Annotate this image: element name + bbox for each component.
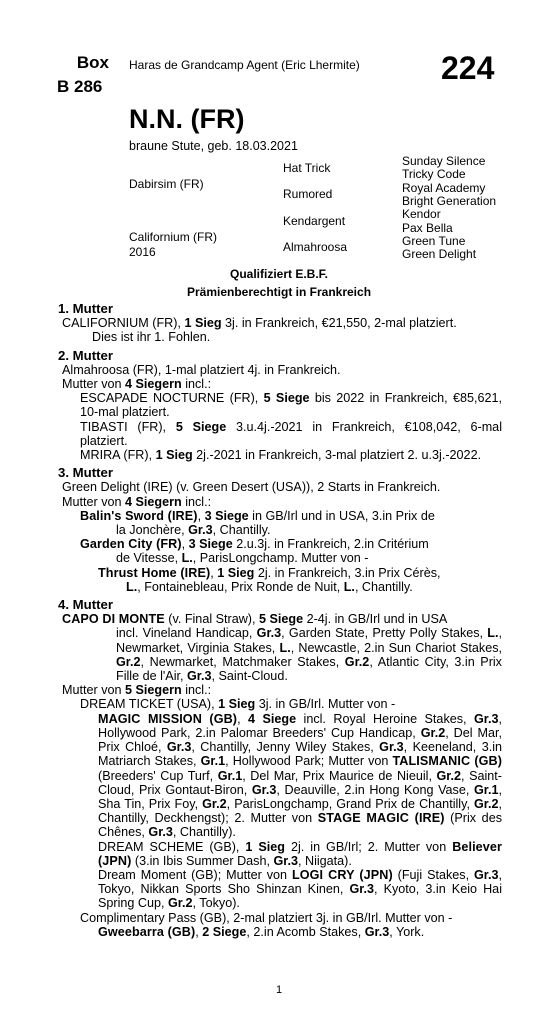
dam-entry: Almahroosa (FR), 1-mal platziert 4j. in Frankreich. <box>62 362 341 377</box>
progeny-entry: MRIRA (FR), 1 Sieg 2j.-2021 in Frankreich, 3-mal platziert 2. u.3j.-2022. <box>80 448 482 463</box>
pedigree-ds: Kendargent <box>283 214 346 228</box>
qualification-premium: Prämienberechtigt in Frankreich <box>186 285 372 299</box>
pedigree-dds: Green Tune <box>402 234 466 248</box>
qualification-ebf: Qualifiziert E.B.F. <box>229 267 328 281</box>
horse-name: N.N. (FR) <box>129 104 245 134</box>
lot-number: 224 <box>441 50 495 86</box>
progeny-entry: MAGIC MISSION (GB), 4 Siege incl. Royal Heroine Stakes, Gr.3, Hollywood Park, 2.in Palomar Breeders' Cup Handicap, Gr.2, Del Mar, Prix Chloé, Gr.3, Chantilly, Jenny Wiley Stakes, Gr.3, Keeneland, 3.in Matriarch Stakes, Gr.1, Hollywood Park; Mutter von TALISMANIC (GB) (Breeders' Cup Turf, Gr.1, Del Mar, Prix Maurice de Nieuil, Gr.2, Saint-Cloud, Prix Gontaut-Biron, Gr.3, Deauville, 2.in Hong Kong Vase, Gr.1, Sha Tin, Prix Foy, Gr.2, ParisLongchamp, Grand Prix de Chantilly, Gr.2, Chantilly, Deckhengst); 2. Mutter von STAGE MAGIC (IRE) (Prix des Chênes, Gr.3, Chantilly). <box>98 711 503 840</box>
section-heading: 3. Mutter <box>58 465 113 481</box>
progeny-entry: Gweebarra (GB), 2 Siege, 2.in Acomb Stakes, Gr.3, York. <box>98 924 425 939</box>
progeny-entry: DREAM SCHEME (GB), 1 Sieg 2j. in GB/Irl; 2. Mutter von Believer (JPN) (3.in Ibis Summer Dash, Gr.3, Niigata). <box>98 839 502 868</box>
pedigree-ssd: Tricky Code <box>402 167 466 181</box>
dam-entry: CALIFORNIUM (FR), 1 Sieg 3j. in Frankreich, €21,550, 2-mal platziert. Dies ist ihr 1. Fohlen. <box>62 316 457 345</box>
progeny-entry: DREAM TICKET (USA), 1 Sieg 3j. in GB/Irl. Mutter von - <box>80 697 396 712</box>
pedigree-sds: Royal Academy <box>402 181 486 195</box>
progeny-entry: ESCAPADE NOCTURNE (FR), 5 Siege bis 2022 in Frankreich, €85,621, 10-mal platziert. <box>80 391 503 420</box>
horse-description: braune Stute, geb. 18.03.2021 <box>129 139 298 153</box>
progeny-entry: Dream Moment (GB); Mutter von LOGI CRY (JPN) (Fuji Stakes, Gr.3, Tokyo, Nikkan Sports Sho Shinzan Kinen, Gr.3, Kyoto, 3.in Keio Hai Spring Cup, Gr.2, Tokyo). <box>98 867 503 911</box>
dam-entry: Mutter von 4 Siegern incl.: <box>62 494 212 509</box>
pedigree-ss: Hat Trick <box>283 161 331 175</box>
pedigree-dsd: Pax Bella <box>402 221 453 235</box>
dam-entry: Mutter von 4 Siegern incl.: <box>62 377 212 392</box>
consignor: Haras de Grandcamp Agent (Eric Lhermite) <box>129 58 360 72</box>
dam-entry: Green Delight (IRE) (v. Green Desert (USA)), 2 Starts in Frankreich. <box>62 480 441 495</box>
pedigree-dam-year: 2016 <box>129 245 156 259</box>
box-label: Box <box>76 53 109 72</box>
section-heading: 4. Mutter <box>58 597 113 613</box>
pedigree-dam: Californium (FR) <box>129 230 218 244</box>
progeny-entry: TIBASTI (FR), 5 Siege 3.u.4j.-2021 in Frankreich, €108,042, 6-mal platziert. <box>80 419 502 448</box>
pedigree-dss: Kendor <box>402 207 441 221</box>
pedigree-sire: Dabirsim (FR) <box>129 177 204 191</box>
progeny-entry: Garden City (FR), 3 Siege 2.u.3j. in Frankreich, 2.in Critérium de Vitesse, L., ParisLongchamp. Mutter von - <box>80 537 429 566</box>
progeny-entry: Balin's Sword (IRE), 3 Siege in GB/Irl und in USA, 3.in Prix de la Jonchère, Gr.3, Chantilly. <box>80 508 435 538</box>
pedigree-sdd: Bright Generation <box>402 194 497 208</box>
pedigree-ddd: Green Delight <box>402 247 477 261</box>
pedigree-sss: Sunday Silence <box>402 154 486 168</box>
dam-entry: Mutter von 5 Siegern incl.: <box>62 683 212 698</box>
page-number: 1 <box>275 984 283 996</box>
family-notes <box>58 302 502 939</box>
progeny-entry: Thrust Home (IRE), 1 Sieg 2j. in Frankreich, 3.in Prix Cérès, L., Fontainebleau, Prix Ronde de Nuit, L., Chantilly. <box>98 565 441 594</box>
section-heading: 2. Mutter <box>58 347 113 363</box>
box-number: B 286 <box>57 77 103 96</box>
pedigree-dd: Almahroosa <box>283 240 348 254</box>
section-heading: 1. Mutter <box>58 301 113 316</box>
pedigree-sd: Rumored <box>283 187 333 201</box>
dam-entry-detail: incl. Vineland Handicap, Gr.3, Garden State, Pretty Polly Stakes, L., Newmarket, Virginia Stakes, L., Newcastle, 2.in Sun Chariot Stakes, Gr.2, Newmarket, Matchmaker Stakes, Gr.2, Atlantic City, 3.in Prix Fille de l'Air, Gr.3, Saint-Cloud. <box>116 626 502 684</box>
progeny-entry: Complimentary Pass (GB), 2-mal platziert 3j. in GB/Irl. Mutter von - <box>80 910 453 925</box>
dam-entry: CAPO DI MONTE (v. Final Straw), 5 Siege 2-4j. in GB/Irl und in USA <box>62 612 448 627</box>
